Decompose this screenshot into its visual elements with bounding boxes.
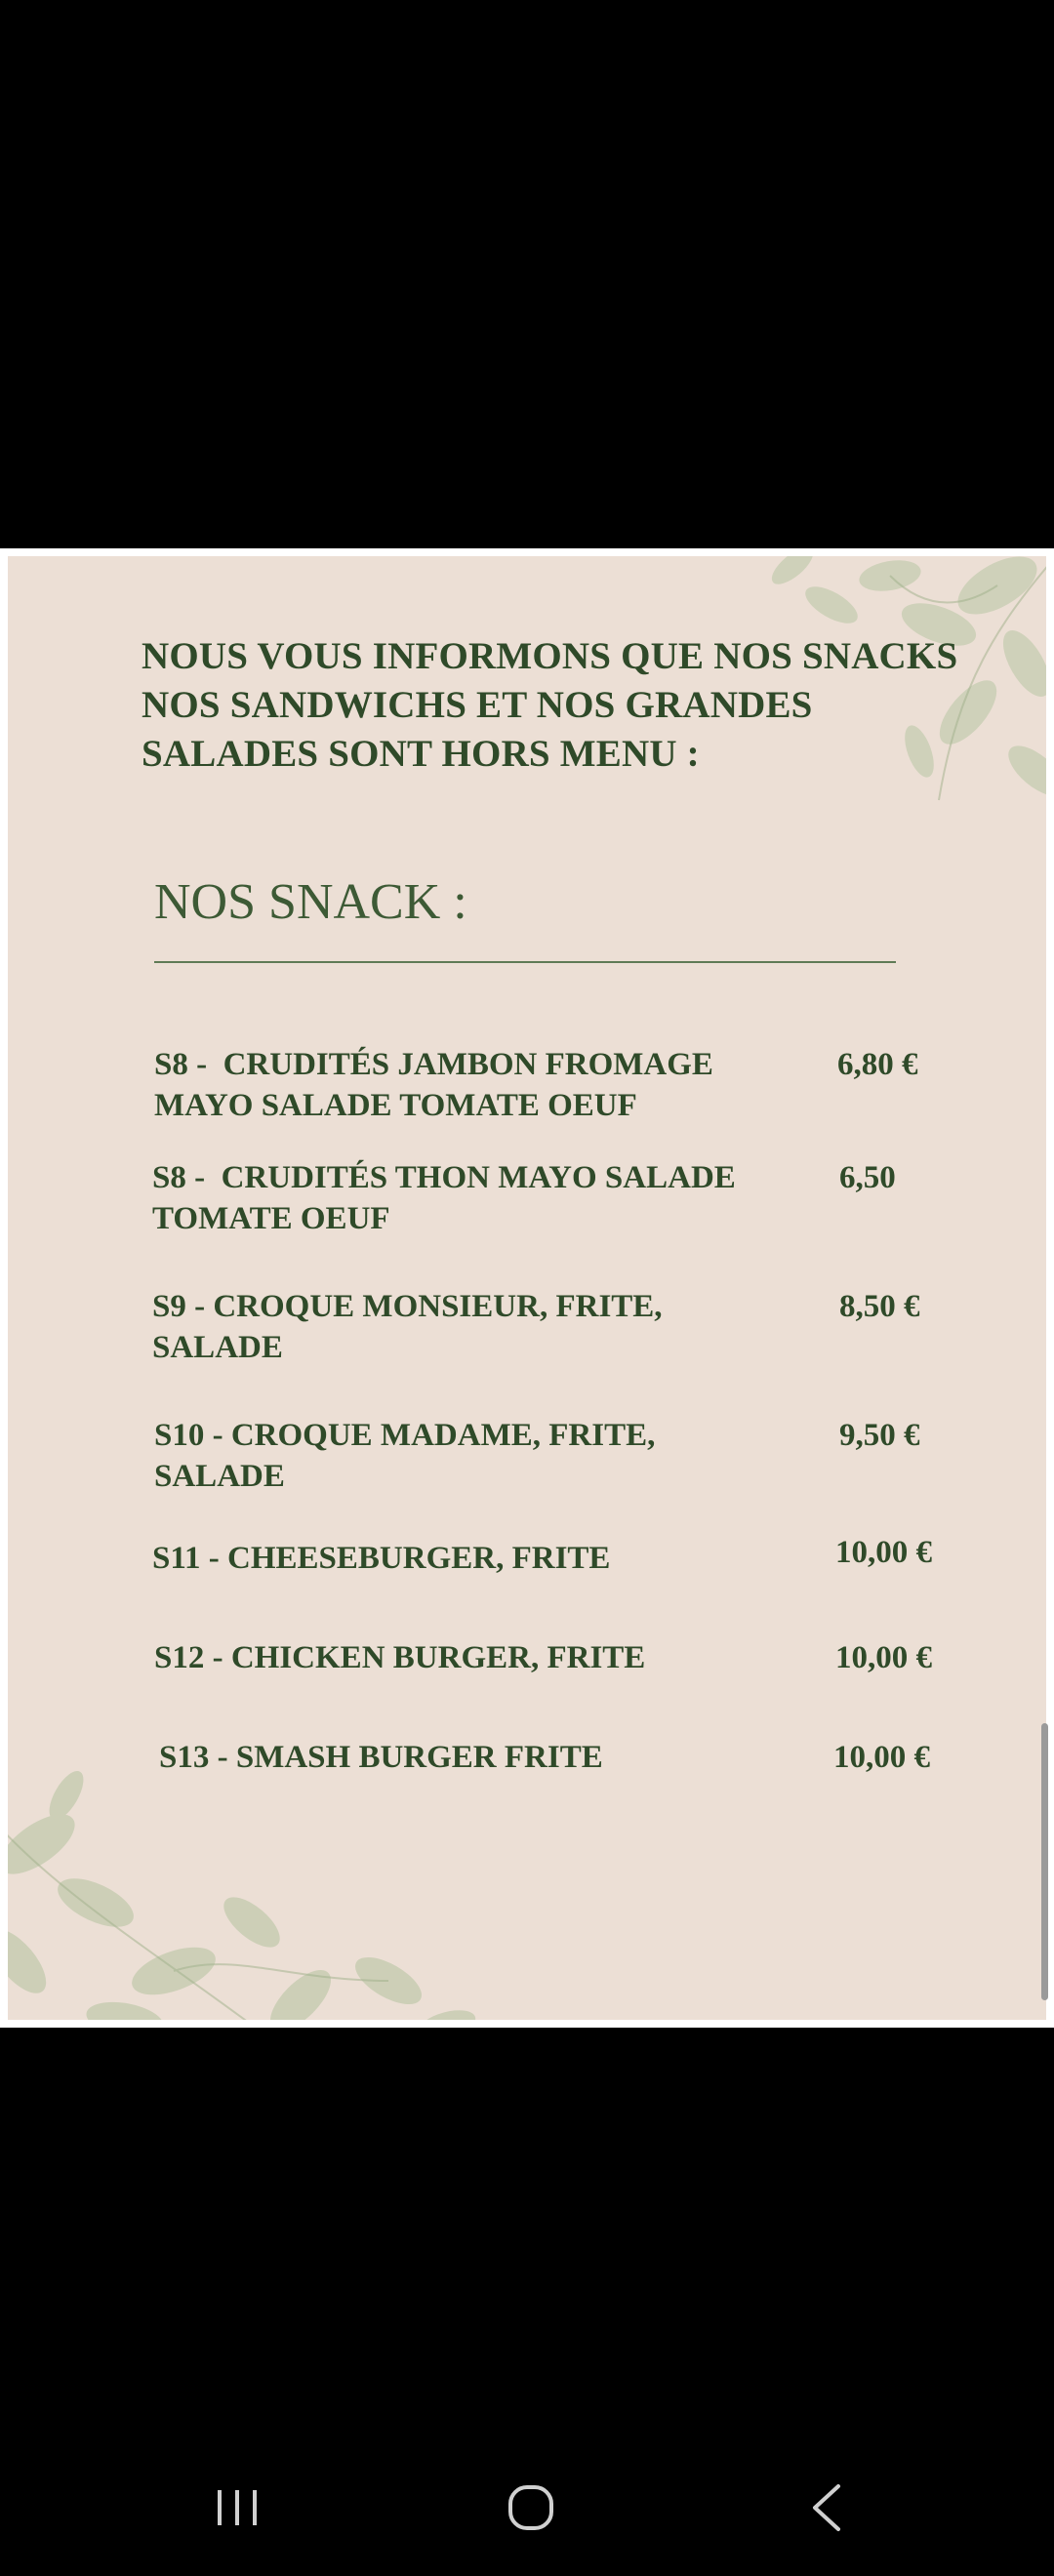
menu-item-price: 6,80 € bbox=[837, 1047, 918, 1082]
menu-item-price: 10,00 € bbox=[835, 1640, 932, 1675]
menu-item-name: S8 - CRUDITÉS JAMBON FROMAGE MAYO SALADE TOMATE OEUF bbox=[154, 1047, 713, 1123]
menu-page bbox=[8, 556, 1046, 2020]
menu-item-name: S13 - SMASH BURGER FRITE bbox=[159, 1740, 603, 1775]
home-button[interactable] bbox=[482, 2469, 580, 2547]
menu-item-price: 10,00 € bbox=[833, 1740, 930, 1775]
home-icon bbox=[507, 2484, 554, 2531]
menu-item-price: 9,50 € bbox=[839, 1418, 920, 1453]
menu-item-name: S8 - CRUDITÉS THON MAYO SALADE TOMATE OEUF bbox=[152, 1160, 736, 1236]
menu-item-price: 10,00 € bbox=[835, 1535, 932, 1570]
menu-item-name: S12 - CHICKEN BURGER, FRITE bbox=[154, 1640, 646, 1675]
back-button[interactable] bbox=[778, 2469, 875, 2547]
recents-button[interactable] bbox=[188, 2469, 286, 2547]
recents-icon bbox=[215, 2488, 260, 2527]
menu-item-name: S9 - CROQUE MONSIEUR, FRITE, SALADE bbox=[152, 1289, 663, 1365]
leaves-decoration-bottom-left bbox=[8, 1756, 506, 2020]
back-icon bbox=[809, 2483, 844, 2532]
image-viewer[interactable] bbox=[0, 548, 1054, 2028]
system-navigation-bar bbox=[0, 2439, 1054, 2576]
hors-menu-notice: NOUS VOUS INFORMONS QUE NOS SNACKS NOS SANDWICHS ET NOS GRANDES SALADES SONT HORS MENU : bbox=[142, 635, 958, 775]
menu-item-name: S10 - CROQUE MADAME, FRITE, SALADE bbox=[154, 1418, 656, 1494]
section-title: NOS SNACK : bbox=[154, 874, 467, 930]
menu-item-price: 6,50 bbox=[839, 1160, 896, 1195]
menu-item-name: S11 - CHEESEBURGER, FRITE bbox=[152, 1541, 611, 1576]
section-divider bbox=[154, 961, 896, 963]
vertical-scrollbar[interactable] bbox=[1041, 1723, 1048, 2000]
menu-item-price: 8,50 € bbox=[839, 1289, 920, 1324]
